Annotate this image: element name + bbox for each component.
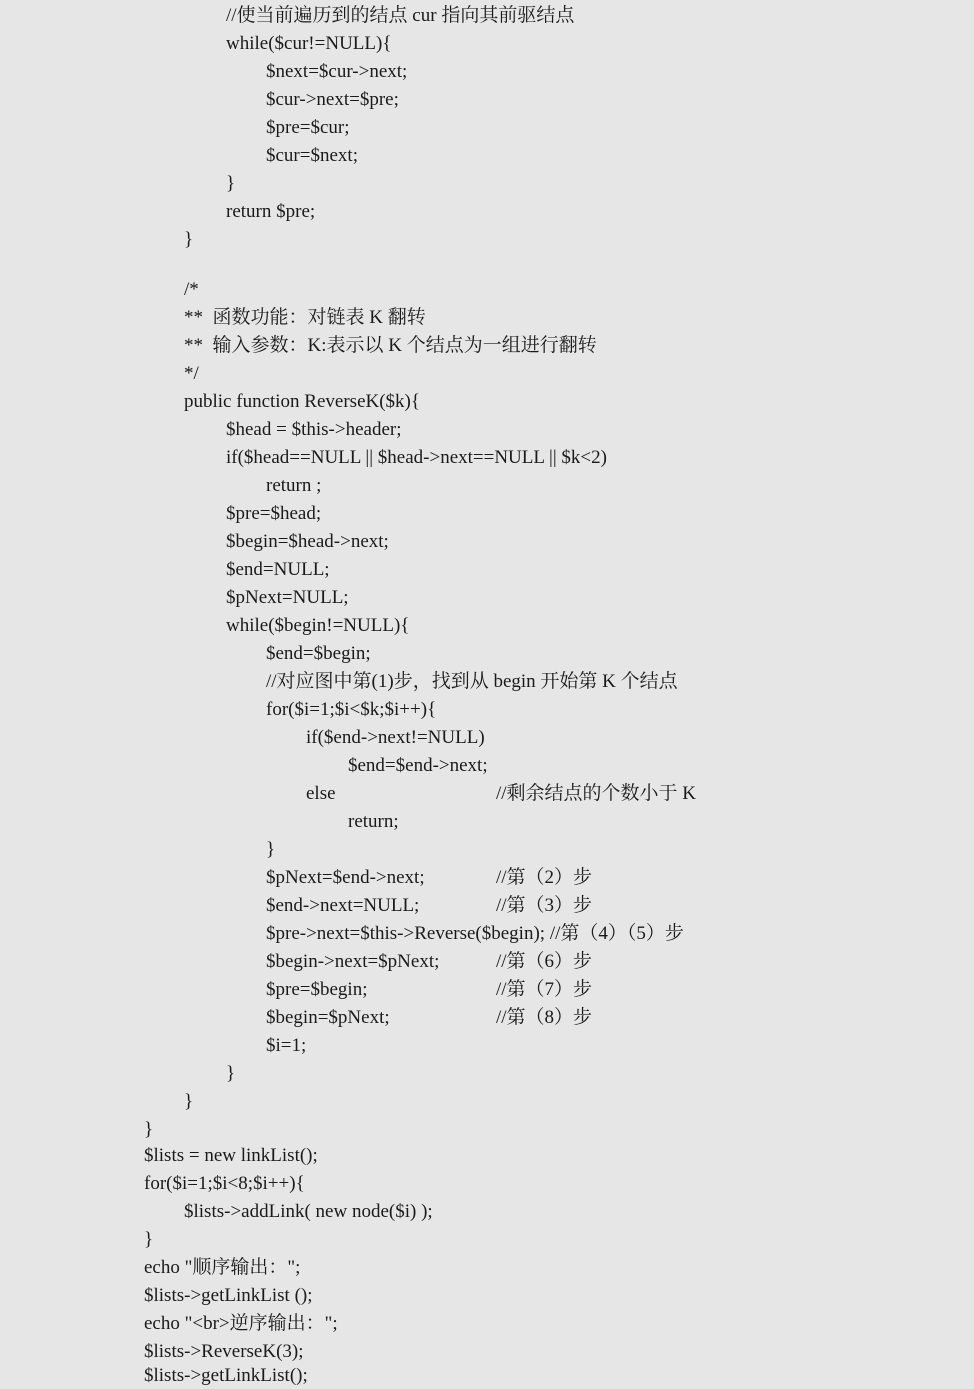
code-line: $pre=$head; (226, 503, 322, 524)
code-line: ** 函数功能：对链表 K 翻转 (184, 307, 426, 328)
code-line: $cur->next=$pre; (266, 89, 399, 110)
code-line: $begin->next=$pNext; (266, 951, 440, 972)
code-line: return $pre; (226, 201, 316, 222)
code-line: while($cur!=NULL){ (226, 33, 392, 54)
code-line: $lists->ReverseK(3); (144, 1341, 304, 1362)
code-line: $end=$end->next; (348, 755, 488, 776)
code-line: else (306, 783, 336, 804)
code-comment: //第（7）步 (496, 979, 593, 1000)
code-line: $pre=$cur; (266, 117, 350, 138)
code-line: } (144, 1119, 154, 1140)
code-comment: //第（6）步 (496, 951, 593, 972)
code-line: $pre->next=$this->Reverse($begin); //第（4）（5）步 (266, 923, 684, 944)
code-line: $lists->getLinkList(); (144, 1365, 308, 1386)
code-line: $begin=$pNext; (266, 1007, 390, 1028)
code-line: $head = $this->header; (226, 419, 402, 440)
code-comment: //第（8）步 (496, 1007, 593, 1028)
code-line: //对应图中第(1)步，找到从 begin 开始第 K 个结点 (266, 671, 678, 692)
code-line: } (266, 839, 276, 860)
code-line: for($i=1;$i<$k;$i++){ (266, 699, 437, 720)
code-comment: //第（2）步 (496, 867, 593, 888)
code-comment: //第（3）步 (496, 895, 593, 916)
code-line: while($begin!=NULL){ (226, 615, 410, 636)
code-line: } (226, 173, 236, 194)
code-line: $end=$begin; (266, 643, 371, 664)
code-line: $lists->addLink( new node($i) ); (184, 1201, 433, 1222)
code-line: public function ReverseK($k){ (184, 391, 420, 412)
code-line: } (184, 229, 194, 250)
code-line: $pNext=NULL; (226, 587, 349, 608)
code-line: return; (348, 811, 399, 832)
code-line: for($i=1;$i<8;$i++){ (144, 1173, 305, 1194)
code-line: $next=$cur->next; (266, 61, 408, 82)
code-line: } (144, 1229, 154, 1250)
code-line: $cur=$next; (266, 145, 358, 166)
code-line: $pNext=$end->next; (266, 867, 425, 888)
code-line: $begin=$head->next; (226, 531, 389, 552)
code-line: */ (184, 363, 199, 384)
code-line: $i=1; (266, 1035, 307, 1056)
code-line: /* (184, 279, 199, 300)
code-line: $lists->getLinkList (); (144, 1285, 313, 1306)
code-line: return ; (266, 475, 322, 496)
code-line: echo "<br>逆序输出："; (144, 1313, 338, 1334)
code-line: ** 输入参数：K:表示以 K 个结点为一组进行翻转 (184, 335, 597, 356)
code-line: } (226, 1063, 236, 1084)
code-line: $end=NULL; (226, 559, 330, 580)
code-line: echo "顺序输出："; (144, 1257, 301, 1278)
code-line: if($end->next!=NULL) (306, 727, 485, 748)
code-line: if($head==NULL || $head->next==NULL || $k<2) (226, 447, 607, 468)
code-line: $lists = new linkList(); (144, 1145, 318, 1166)
code-line: } (184, 1091, 194, 1112)
code-line: $pre=$begin; (266, 979, 368, 1000)
code-line: $end->next=NULL; (266, 895, 420, 916)
code-line: //使当前遍历到的结点 cur 指向其前驱结点 (226, 5, 575, 26)
code-comment: //剩余结点的个数小于 K (496, 783, 697, 804)
